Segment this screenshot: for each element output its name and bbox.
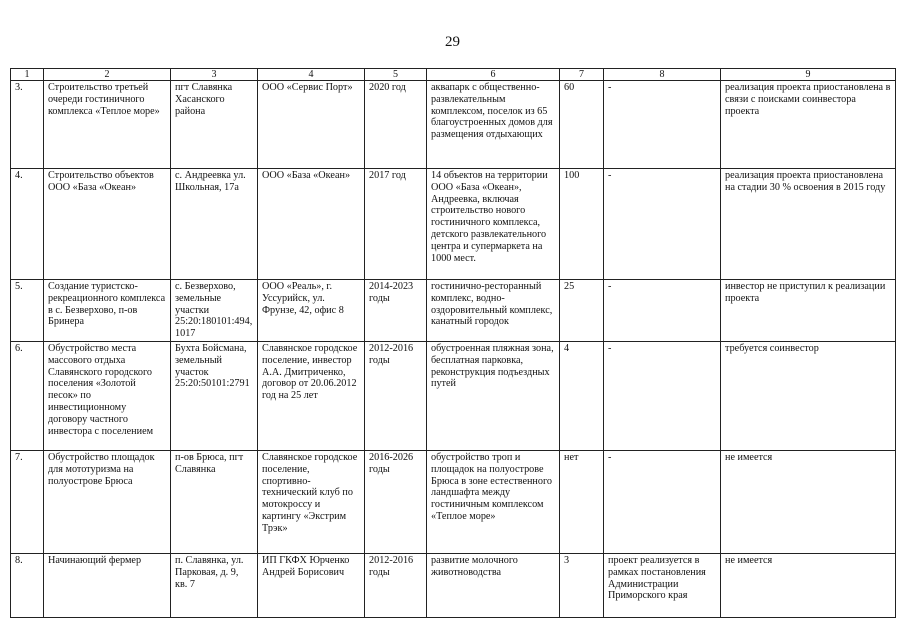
column-number: 3 [171, 69, 258, 81]
investor-cell: ООО «База «Океан» [258, 169, 365, 280]
status-cell: не имеется [721, 554, 896, 618]
status-cell: реализация проекта приостановлена на стадии 30 % освоения в 2015 году [721, 169, 896, 280]
project-name-cell: Начинающий фермер [44, 554, 171, 618]
status-cell: требуется соинвестор [721, 342, 896, 451]
row-number: 5. [11, 280, 44, 342]
period-cell: 2016-2026 годы [365, 451, 427, 554]
column-number: 9 [721, 69, 896, 81]
jobs-cell: 3 [560, 554, 604, 618]
program-cell: проект реализуется в рамках постановления Администрации Приморского края [604, 554, 721, 618]
table-row [11, 81, 896, 169]
project-name-cell: Строительство третьей очереди гостиничного комплекса «Теплое море» [44, 81, 171, 169]
program-cell: - [604, 169, 721, 280]
location-cell: с. Безверхово, земельные участки 25:20:180101:494, 1017 [171, 280, 258, 342]
project-name-cell: Создание туристско-рекреационного комплекса в с. Безверхово, п-ов Бринера [44, 280, 171, 342]
status-cell: реализация проекта приостановлена в связи с поисками соинвестора проекта [721, 81, 896, 169]
column-number: 2 [44, 69, 171, 81]
location-cell: с. Андреевка ул. Школьная, 17а [171, 169, 258, 280]
table-row [11, 451, 896, 554]
column-number: 7 [560, 69, 604, 81]
investor-cell: Славянское городское поселение, инвестор А.А. Дмитриченко, договор от 20.06.2012 год на 25 лет [258, 342, 365, 451]
column-number: 5 [365, 69, 427, 81]
period-cell: 2012-2016 годы [365, 554, 427, 618]
period-cell: 2017 год [365, 169, 427, 280]
description-cell: аквапарк с общественно-развлекательным комплексом, поселок из 65 благоустроенных домов для размещения отдыхающих [427, 81, 560, 169]
jobs-cell: 4 [560, 342, 604, 451]
table-row [11, 169, 896, 280]
location-cell: п. Славянка, ул. Парковая, д. 9, кв. 7 [171, 554, 258, 618]
project-name-cell: Обустройство места массового отдыха Славянского городского поселения «Золотой песок» по инвестиционному договору частного инвестора с поселением [44, 342, 171, 451]
row-number: 6. [11, 342, 44, 451]
period-cell: 2012-2016 годы [365, 342, 427, 451]
investor-cell: ООО «Реаль», г. Уссурийск, ул. Фрунзе, 42, офис 8 [258, 280, 365, 342]
table-row [11, 342, 896, 451]
table-row [11, 280, 896, 342]
status-cell: инвестор не приступил к реализации проекта [721, 280, 896, 342]
column-number: 1 [11, 69, 44, 81]
investor-cell: ИП ГКФХ Юрченко Андрей Борисович [258, 554, 365, 618]
table-row [11, 554, 896, 618]
program-cell: - [604, 280, 721, 342]
investor-cell: ООО «Сервис Порт» [258, 81, 365, 169]
location-cell: пгт Славянка Хасанского района [171, 81, 258, 169]
project-name-cell: Обустройство площадок для мототуризма на полуострове Брюса [44, 451, 171, 554]
jobs-cell: нет [560, 451, 604, 554]
program-cell: - [604, 81, 721, 169]
program-cell: - [604, 342, 721, 451]
description-cell: обустройство троп и площадок на полуострове Брюса в зоне естественного ландшафта между гостиничным комплексом «Теплое море» [427, 451, 560, 554]
location-cell: п-ов Брюса, пгт Славянка [171, 451, 258, 554]
column-number: 6 [427, 69, 560, 81]
column-number-row [11, 69, 896, 81]
row-number: 4. [11, 169, 44, 280]
description-cell: 14 объектов на территории ООО «База «Океан», Андреевка, включая строительство нового гостиничного комплекса, детского развлекательного центра и супермаркета на 1000 мест. [427, 169, 560, 280]
period-cell: 2020 год [365, 81, 427, 169]
investment-projects-table [10, 68, 896, 618]
description-cell: гостинично-ресторанный комплекс, водно-оздоровительный комплекс, канатный городок [427, 280, 560, 342]
column-number: 8 [604, 69, 721, 81]
jobs-cell: 60 [560, 81, 604, 169]
jobs-cell: 100 [560, 169, 604, 280]
column-number: 4 [258, 69, 365, 81]
location-cell: Бухта Бойсмана, земельный участок 25:20:50101:2791 [171, 342, 258, 451]
row-number: 8. [11, 554, 44, 618]
row-number: 7. [11, 451, 44, 554]
program-cell: - [604, 451, 721, 554]
status-cell: не имеется [721, 451, 896, 554]
period-cell: 2014-2023 годы [365, 280, 427, 342]
page-number: 29 [445, 34, 460, 50]
investor-cell: Славянское городское поселение, спортивно-технический клуб по мотокроссу и картингу «Экстрим Трэк» [258, 451, 365, 554]
jobs-cell: 25 [560, 280, 604, 342]
description-cell: развитие молочного животноводства [427, 554, 560, 618]
description-cell: обустроенная пляжная зона, бесплатная парковка, реконструкция подъездных путей [427, 342, 560, 451]
project-name-cell: Строительство объектов ООО «База «Океан» [44, 169, 171, 280]
row-number: 3. [11, 81, 44, 169]
